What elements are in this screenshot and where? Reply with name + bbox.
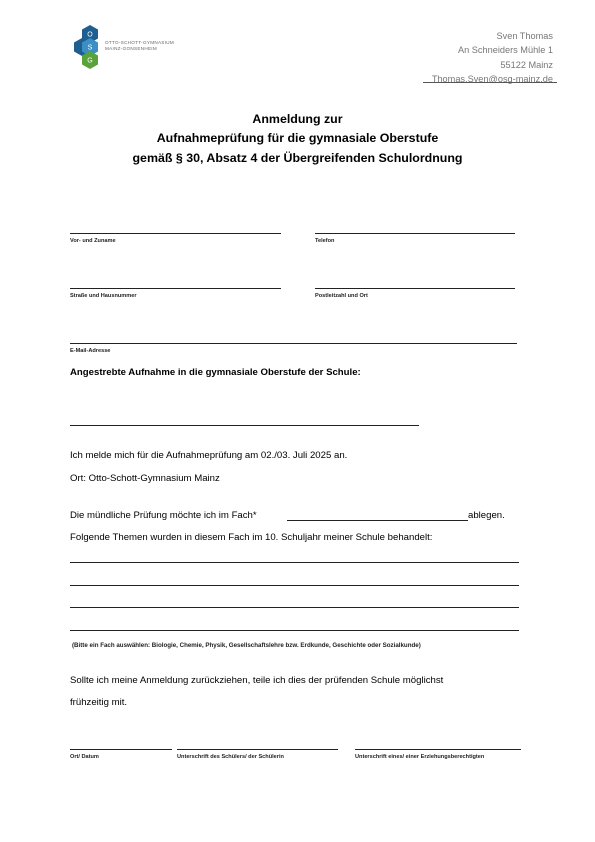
student-signature-field[interactable] [177, 749, 338, 750]
logo-school-name: OTTO-SCHOTT-GYMNASIUM [105, 40, 174, 45]
place-date-label: Ort/ Datum [70, 754, 99, 760]
topic-line-3[interactable] [70, 607, 519, 608]
zip-city-label: Postleitzahl und Ort [315, 293, 368, 299]
exam-registration-text: Ich melde mich für die Aufnahmeprüfung am 02./03. Juli 2025 an. [70, 450, 348, 461]
school-heading: Angestrebte Aufnahme in die gymnasiale Oberstufe der Schule: [70, 367, 361, 378]
logo-letter-o: O [87, 31, 93, 39]
topics-intro: Folgende Themen wurden in diesem Fach im 10. Schuljahr meiner Schule behandelt: [70, 532, 433, 543]
zip-city-field[interactable] [315, 288, 515, 289]
title-line-1: Anmeldung zur [252, 112, 343, 126]
logo-school-location: MAINZ-GONSENHEIM [105, 46, 158, 51]
exam-location-text: Ort: Otto-Schott-Gymnasium Mainz [70, 473, 220, 484]
oral-exam-prefix: Die mündliche Prüfung möchte ich im Fach* [70, 510, 257, 521]
email-label: E-Mail-Adresse [70, 348, 111, 354]
street-label: Straße und Hausnummer [70, 293, 137, 299]
school-field[interactable] [70, 425, 419, 426]
sender-name: Sven Thomas [496, 31, 553, 41]
withdrawal-text-line-1: Sollte ich meine Anmeldung zurückziehen, teile ich dies der prüfenden Schule möglichst [70, 675, 444, 686]
sender-address [432, 29, 553, 87]
topic-line-2[interactable] [70, 585, 519, 586]
guardian-signature-label: Unterschrift eines/ einer Erziehungsberechtigten [355, 754, 485, 760]
street-field[interactable] [70, 288, 281, 289]
oral-exam-suffix: ablegen. [468, 510, 505, 521]
phone-field[interactable] [315, 233, 515, 234]
sender-street: An Schneiders Mühle 1 [458, 45, 553, 56]
topic-line-4[interactable] [70, 630, 519, 631]
email-field[interactable] [70, 343, 517, 344]
subject-note: (Bitte ein Fach auswählen: Biologie, Chemie, Physik, Gesellschaftslehre bzw. Erdkunde, Geschichte oder Sozialkunde) [72, 642, 421, 649]
title-line-3: gemäß § 30, Absatz 4 der Übergreifenden Schulordnung [132, 151, 463, 165]
name-field[interactable] [70, 233, 281, 234]
logo-letter-g: G [87, 57, 93, 65]
logo-letter-s: S [87, 44, 93, 52]
school-logo [74, 24, 184, 70]
subject-field[interactable] [287, 520, 468, 521]
sender-email: Thomas.Sven@osg-mainz.de [431, 74, 553, 85]
title-line-2: Aufnahmeprüfung für die gymnasiale Oberstufe [156, 131, 439, 145]
name-label: Vor- und Zuname [70, 238, 116, 244]
withdrawal-text-line-2: frühzeitig mit. [70, 697, 128, 708]
sender-city: 55122 Mainz [500, 59, 553, 70]
topic-line-1[interactable] [70, 562, 519, 563]
student-signature-label: Unterschrift des Schülers/ der Schülerin [177, 754, 284, 760]
sender-divider [423, 82, 557, 83]
place-date-field[interactable] [70, 749, 172, 750]
hexagon-logo-icon [74, 24, 106, 70]
guardian-signature-field[interactable] [355, 749, 521, 750]
phone-label: Telefon [315, 238, 335, 244]
